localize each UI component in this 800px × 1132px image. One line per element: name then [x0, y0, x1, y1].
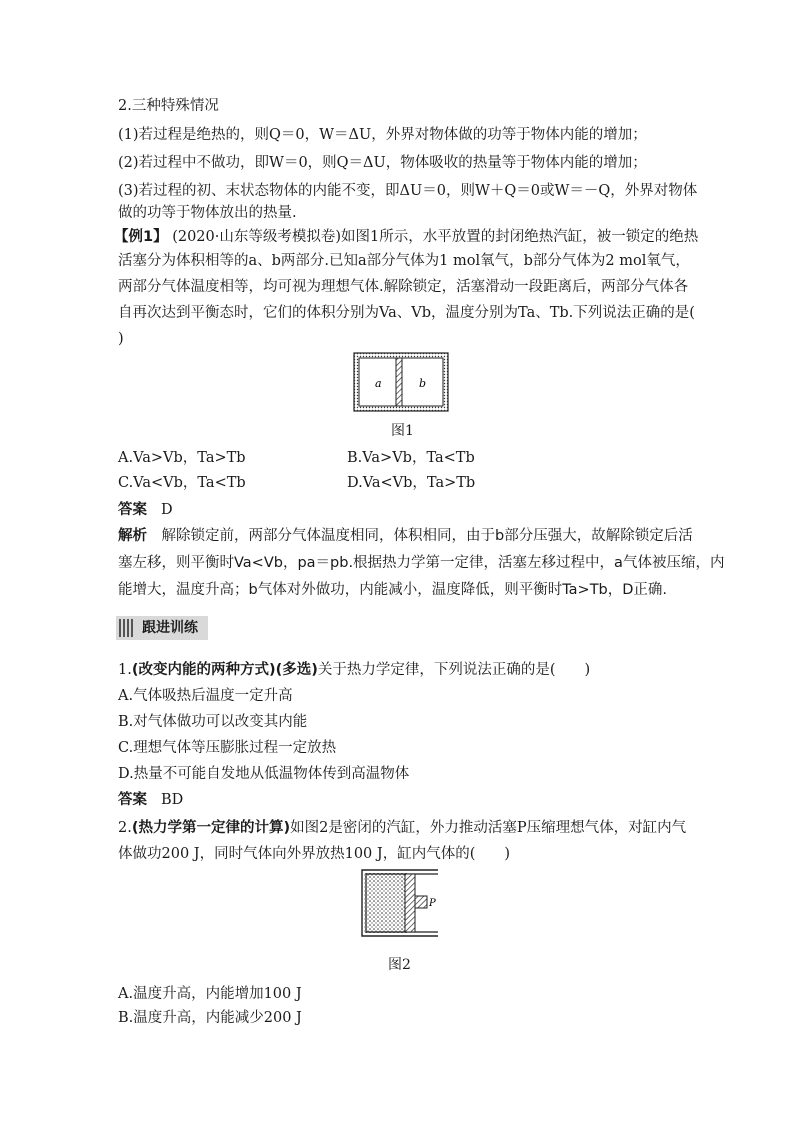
q1-number: 1. — [118, 662, 132, 678]
figure-1-cylinder — [353, 352, 449, 412]
case-line-1: (1)若过程是绝热的，则Q＝0，W＝ΔU，外界对物体做的功等于物体内能的增加； — [118, 127, 647, 143]
q2-tag: (热力学第一定律的计算) — [131, 820, 291, 836]
example-line-4: 自再次达到平衡态时，它们的体积分别为Va、Vb，温度分别为Ta、Tb.下列说法正确的是( — [118, 305, 695, 321]
example-answer-label: 答案 — [118, 502, 147, 518]
q1-stem-text: 关于热力学定律，下列说法正确的是( ) — [317, 662, 591, 678]
figure-1-caption: 图1 — [391, 423, 414, 439]
q1-tag: (改变内能的两种方式)(多选) — [131, 662, 318, 678]
case-line-2: (2)若过程中不做功，即W＝0，则Q＝ΔU，物体吸收的热量等于物体内能的增加； — [118, 155, 647, 171]
q1-option-a: A.气体吸热后温度一定升高 — [118, 688, 293, 704]
q2-option-a: A.温度升高，内能增加100 J — [118, 986, 302, 1002]
q2-stem-line-2: 体做功200 J，同时气体向外界放热100 J，缸内气体的( ) — [118, 846, 511, 862]
analysis-line-1 — [118, 526, 693, 546]
analysis-line-3: 能增大，温度升高；b气体对外做功，内能减小，温度降低，则平衡时Ta>Tb，D正确. — [118, 582, 668, 598]
q2-stem-line-1 — [118, 818, 686, 838]
figure-2-caption: 图2 — [388, 957, 411, 973]
q1-answer-value: BD — [161, 792, 184, 808]
q2-option-b: B.温度升高，内能减少200 J — [118, 1010, 302, 1026]
q1-stem — [118, 660, 590, 680]
example-line-5: ) — [118, 331, 124, 347]
q2-number: 2. — [118, 820, 132, 836]
example-answer-value: D — [161, 502, 173, 518]
figure-2-label-p: P — [429, 898, 436, 909]
case-line-3: (3)若过程的初、末状态物体的内能不变，即ΔU＝0，则W＋Q＝0或W＝－Q，外界对物体 — [118, 183, 698, 199]
example-line-2: 活塞分为体积相等的a、b两部分.已知a部分气体为1 mol氧气，b部分气体为2 mol氧气， — [118, 253, 690, 269]
figure-1-label-a: a — [375, 377, 382, 390]
example-option-d: D.Va<Vb，Ta>Tb — [347, 475, 476, 491]
q1-option-b: B.对气体做功可以改变其内能 — [118, 714, 308, 730]
follow-up-banner-label: 跟进训练 — [142, 620, 198, 636]
example-option-a: A.Va>Vb，Ta>Tb — [118, 450, 246, 466]
example-line-3: 两部分气体温度相等，均可视为理想气体.解除锁定，活塞滑动一段距离后，两部分气体各 — [118, 279, 689, 295]
figure-1-label-b: b — [419, 377, 427, 390]
example-tag: 【例1】 — [114, 229, 168, 245]
q1-option-c: C.理想气体等压膨胀过程一定放热 — [118, 740, 337, 756]
case-line-4: 做的功等于物体放出的热量. — [118, 205, 297, 221]
q1-answer-label: 答案 — [118, 792, 147, 808]
section-heading: 2.三种特殊情况 — [118, 98, 219, 114]
q1-answer — [118, 790, 183, 810]
example-stem-1: (2020·山东等级考模拟卷)如图1所示，水平放置的封闭绝热汽缸，被一锁定的绝热 — [172, 229, 699, 245]
analysis-text-1: 解除锁定前，两部分气体温度相同，体积相同，由于b部分压强大，故解除锁定后活 — [161, 528, 693, 544]
analysis-label: 解析 — [118, 528, 147, 544]
q1-option-d: D.热量不可能自发地从低温物体传到高温物体 — [118, 766, 410, 782]
example-line-1 — [114, 227, 698, 247]
example-option-b: B.Va>Vb，Ta<Tb — [347, 450, 475, 466]
figure-2-cylinder — [361, 868, 441, 944]
q2-stem-text-1: 如图2是密闭的汽缸，外力推动活塞P压缩理想气体，对缸内气 — [290, 820, 687, 836]
example-option-c: C.Va<Vb，Ta<Tb — [118, 475, 246, 491]
example-answer — [118, 500, 173, 520]
analysis-line-2: 塞左移，则平衡时Va<Vb，pa＝pb.根据热力学第一定律，活塞左移过程中，a气体被压缩，内 — [118, 555, 725, 571]
